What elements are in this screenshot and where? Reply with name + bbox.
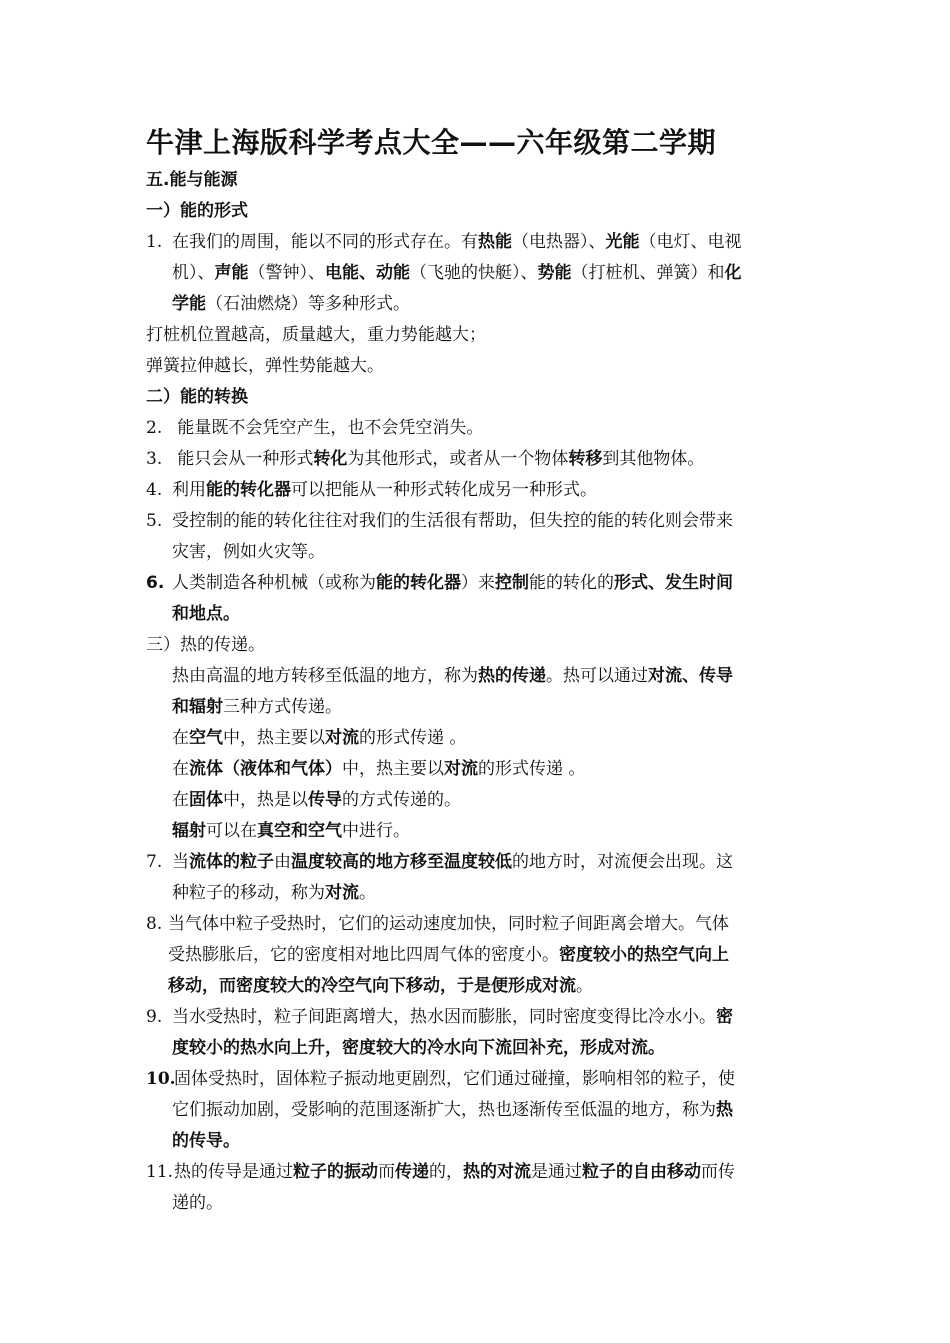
list-item-6-cont: 和地点。 — [172, 604, 240, 624]
list-item-1-cont: 机）、声能（警钟）、电能、动能（飞驰的快艇）、势能（打桩机、弹簧）和化 — [172, 263, 742, 283]
section-heading-conversion: 二）能的转换 — [146, 387, 248, 407]
list-item-4: 4. 利用能的转化器可以把能从一种形式转化成另一种形式。 — [146, 475, 816, 506]
paragraph: 辐射可以在真空和空气中进行。 — [172, 821, 410, 841]
item-number: 4. — [146, 480, 163, 500]
section-heading-forms: 一）能的形式 — [146, 201, 248, 221]
chapter-heading: 五.能与能源 — [146, 170, 238, 190]
item-number: 8. — [146, 914, 163, 934]
list-item-5-cont: 灾害，例如火灾等。 — [172, 542, 325, 562]
item-number: 10. — [146, 1069, 176, 1089]
item-number: 9. — [146, 1007, 163, 1027]
list-item-9-cont: 度较小的热水向上升，密度较大的冷水向下流回补充，形成对流。 — [172, 1038, 665, 1058]
page-title: 牛津上海版科学考点大全——六年级第二学期 — [146, 126, 717, 159]
list-item-8: 8. 当气体中粒子受热时，它们的运动速度加快，同时粒子间距离会增大。气体 — [146, 909, 816, 940]
list-item-1-cont: 学能（石油燃烧）等多种形式。 — [172, 294, 410, 314]
paragraph: 在空气中，热主要以对流的形式传递 。 — [172, 728, 467, 748]
list-item-10-cont: 的传导。 — [172, 1131, 240, 1151]
paragraph-cont: 和辐射三种方式传递。 — [172, 697, 342, 717]
list-item-3: 3. 能只会从一种形式转化为其他形式，或者从一个物体转移到其他物体。 — [146, 444, 816, 475]
section-heading-heat-transfer: 三）热的传递。 — [146, 635, 265, 655]
item-number: 1. — [146, 232, 163, 252]
list-item-6: 6. 人类制造各种机械（或称为能的转化器）来控制能的转化的形式、发生时间 — [146, 568, 816, 599]
list-item-2: 2. 能量既不会凭空产生，也不会凭空消失。 — [146, 413, 816, 444]
list-item-7-cont: 种粒子的移动，称为对流。 — [172, 883, 376, 903]
list-item-1: 1. 在我们的周围，能以不同的形式存在。有热能（电热器）、光能（电灯、电视 — [146, 227, 816, 258]
paragraph: 在固体中，热是以传导的方式传递的。 — [172, 790, 461, 810]
item-number: 2. — [146, 418, 163, 438]
list-item-9: 9. 当水受热时，粒子间距离增大，热水因而膨胀，同时密度变得比冷水小。密 — [146, 1002, 816, 1033]
item-number: 5. — [146, 511, 163, 531]
list-item-10-cont: 它们振动加剧，受影响的范围逐渐扩大，热也逐渐传至低温的地方，称为热 — [172, 1100, 733, 1120]
list-item-8-cont: 受热膨胀后，它的密度相对地比四周气体的密度小。密度较小的热空气向上 — [168, 945, 729, 965]
list-item-10: 10.固体受热时，固体粒子振动地更剧烈，它们通过碰撞，影响相邻的粒子，使 — [146, 1064, 816, 1095]
item-number: 3. — [146, 449, 163, 469]
list-item-11-cont: 递的。 — [172, 1193, 223, 1213]
paragraph: 弹簧拉伸越长，弹性势能越大。 — [146, 356, 384, 376]
list-item-5: 5. 受控制的能的转化往往对我们的生活很有帮助，但失控的能的转化则会带来 — [146, 506, 816, 537]
paragraph: 在流体（液体和气体）中，热主要以对流的形式传递 。 — [172, 759, 586, 779]
item-number: 11. — [146, 1162, 174, 1182]
document-body — [146, 165, 816, 1219]
paragraph: 热由高温的地方转移至低温的地方，称为热的传递。热可以通过对流、传导 — [172, 666, 733, 686]
item-number: 7. — [146, 852, 163, 872]
item-number: 6. — [146, 573, 165, 593]
paragraph: 打桩机位置越高，质量越大，重力势能越大； — [146, 325, 486, 345]
list-item-7: 7. 当流体的粒子由温度较高的地方移至温度较低的地方时，对流便会出现。这 — [146, 847, 816, 878]
list-item-11: 11.热的传导是通过粒子的振动而传递的，热的对流是通过粒子的自由移动而传 — [146, 1157, 816, 1188]
list-item-8-cont: 移动，而密度较大的冷空气向下移动，于是便形成对流。 — [168, 976, 593, 996]
